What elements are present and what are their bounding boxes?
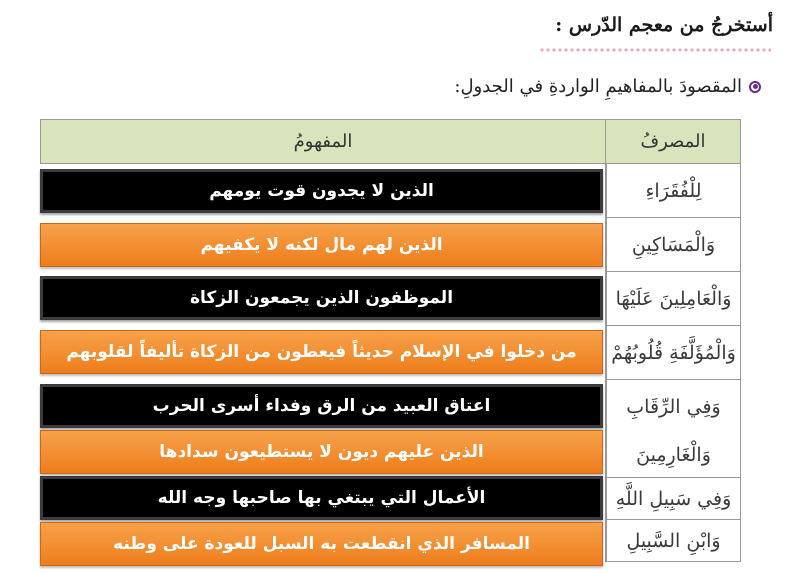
- definition-row: اعتاق العبيد من الرق وفداء أسرى الحرب: [40, 384, 603, 428]
- page-heading: أستخرجُ من معجم الدّرس :: [555, 14, 773, 36]
- term-cell: وَالْعَامِلِينَ عَلَيْهَا: [606, 272, 741, 326]
- term-cell: وَفِي الرِّقَابِ: [606, 380, 741, 434]
- definition-row: الذين عليهم ديون لا يستطيعون سدادها: [40, 430, 603, 474]
- dotted-divider: [539, 47, 771, 55]
- definition-row: الموظفون الذين يجمعون الزكاة: [40, 276, 603, 320]
- definition-row: الأعمال التي يبتغي بها صاحبها وجه الله: [40, 476, 603, 520]
- instruction-text: المقصودَ بالمفاهيمِ الواردةِ في الجدولِ:: [454, 76, 742, 97]
- definition-row: المسافر الذي انقطعت به السبل للعودة على وطنه: [40, 522, 603, 566]
- definition-row: من دخلوا في الإسلام حديثاً فيعطون من الزكاة تأليفاً لقلوبهم: [40, 330, 603, 374]
- header-concept: المفهومُ: [40, 119, 606, 164]
- circle-bullet-icon: [749, 81, 761, 93]
- term-cell: لِلْفُقَرَاءِ: [606, 164, 741, 218]
- term-cell: وَالْمَسَاكِينِ: [606, 218, 741, 272]
- instruction-line: [454, 76, 761, 97]
- definition-row: الذين لا يجدون قوت يومهم: [40, 169, 603, 213]
- term-cell: وَالْمُؤَلَّفَةِ قُلُوبُهُمْ: [606, 326, 741, 380]
- term-cell: وَالْغَارِمِينَ: [606, 432, 741, 478]
- header-masraf: المصرفُ: [605, 119, 741, 164]
- zakat-concepts-table: [40, 119, 741, 562]
- term-cell: وَابْنِ السَّبِيلِ: [606, 520, 741, 562]
- term-cell: وَفِي سَبِيلِ اللَّهِ: [606, 478, 741, 520]
- definition-row: الذين لهم مال لكنه لا يكفيهم: [40, 223, 603, 267]
